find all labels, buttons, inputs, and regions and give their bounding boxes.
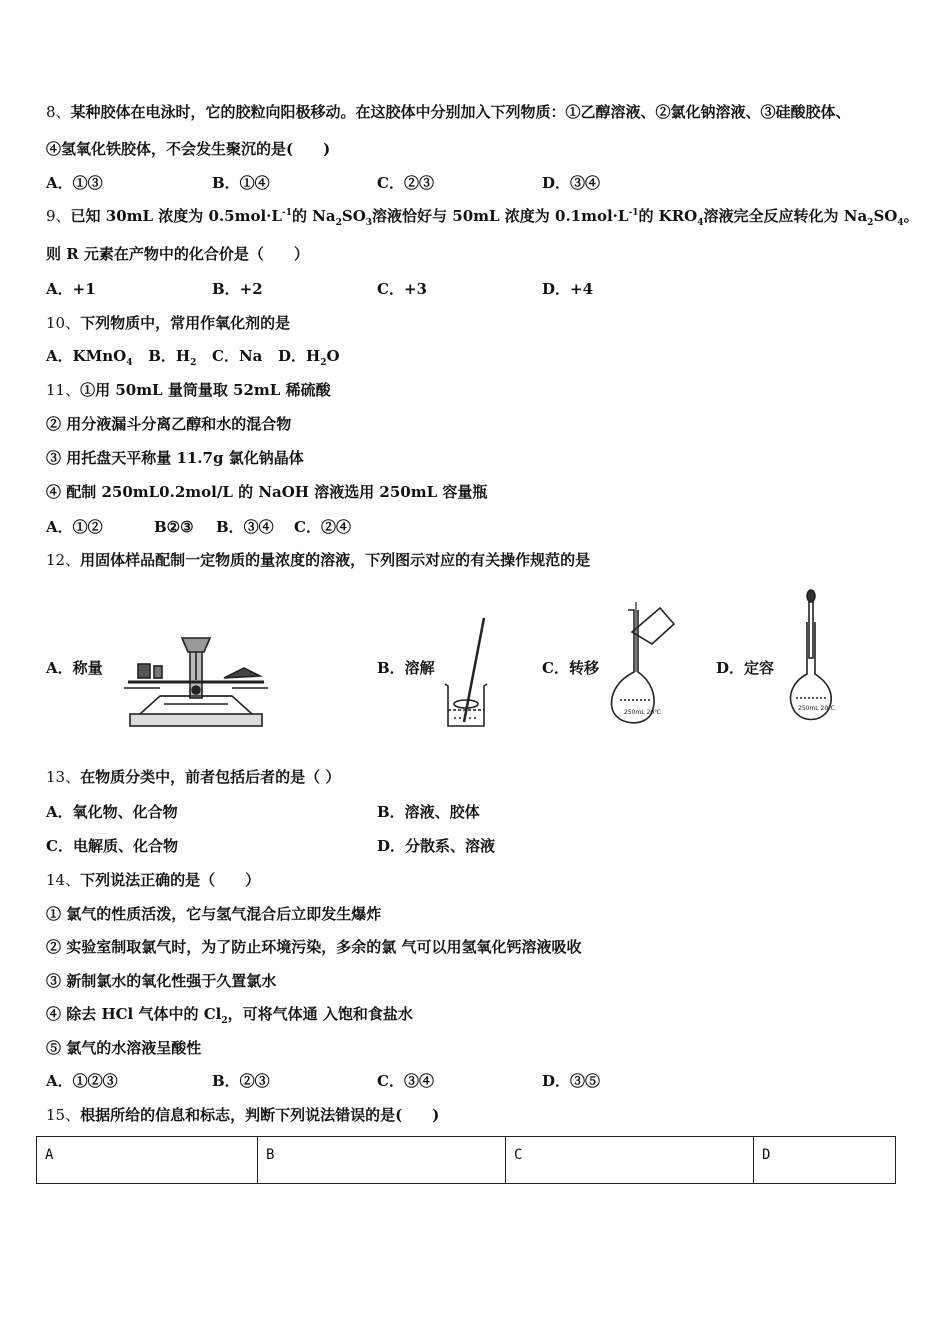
q9-t4: 溶液恰好与 50mL 浓度为 0.1mol·L [372, 207, 629, 225]
q8-option-d: D．③④ [542, 174, 601, 192]
q10-number: 10、 [46, 314, 81, 332]
q12-number: 12、 [46, 551, 81, 569]
q8-option-a: A．①③ [46, 174, 103, 192]
q9-stem-line2: 则 R 元素在产物中的化合价是（ ） [46, 245, 309, 263]
q14-item1: ① 氯气的性质活泼，它与氢气混合后立即发生爆炸 [46, 905, 382, 923]
q8-stem-text-1: 某种胶体在电泳时，它的胶粒向阳极移动。在这胶体中分别加入下列物质：①乙醇溶液、②氯化钠溶液、③硅酸胶体、 [70, 103, 851, 121]
q10-option-c: C．Na [212, 347, 263, 365]
q12-option-b: B．溶解 [377, 659, 435, 677]
q8-option-b: B．①④ [212, 174, 270, 192]
q9-t3: SO [341, 207, 366, 225]
q11-option-b: B．③④ [216, 518, 274, 536]
q14-number: 14、 [46, 871, 81, 889]
q9-t6: 溶液完全反应转化为 Na [703, 207, 868, 225]
q9-sub1: 2 [335, 218, 342, 228]
q12-option-a: A．称量 [46, 659, 103, 677]
q9-t2: 的 Na [291, 207, 336, 225]
q15-stem [46, 1105, 439, 1125]
q10-option-a: A．KMnO [46, 347, 127, 365]
q14-stem [46, 870, 260, 890]
q11-option-a: A．①② [46, 518, 103, 536]
q10-option-d-tail: O [326, 347, 340, 365]
q15-table [36, 1136, 896, 1184]
q10-text: 下列物质中，常用作氧化剂的是 [80, 314, 291, 332]
q10-options [46, 346, 340, 366]
q9-option-a: A．+1 [46, 280, 96, 298]
q13-number: 13、 [46, 768, 81, 786]
q15-col-b: B [258, 1137, 506, 1184]
q11-item4: ④ 配制 250mL0.2mol/L 的 NaOH 溶液选用 250mL 容量瓶 [46, 483, 488, 501]
q8-option-c: C．②③ [377, 174, 434, 192]
q9-t5: 的 KRO [638, 207, 698, 225]
q10-stem [46, 313, 290, 333]
q13-text: 在物质分类中，前者包括后者的是（ ） [80, 768, 341, 786]
q10-option-a-sub: 4 [126, 358, 133, 368]
q9-sup2: -1 [628, 208, 639, 218]
q10-option-b: B．H [148, 347, 191, 365]
q11-option-c: C．②④ [294, 518, 351, 536]
q9-sub4: 2 [867, 218, 874, 228]
flask-c-label: 250mL 20℃ [624, 709, 661, 716]
q15-number: 15、 [46, 1106, 81, 1124]
q9-t1: 已知 30mL 浓度为 0.5mol·L [70, 207, 282, 225]
q11-item2: ② 用分液漏斗分离乙醇和水的混合物 [46, 415, 292, 433]
q9-sup1: -1 [281, 208, 292, 218]
q14-item2: ② 实验室制取氯气时，为了防止环境污染，多余的氯 气可以用氢氧化钙溶液吸收 [46, 938, 582, 956]
flask-d-label: 250mL 20℃ [798, 705, 835, 712]
q8-number: 8、 [46, 103, 71, 121]
q13-stem [46, 767, 340, 787]
q11-option-b-plain-text: B②③ [154, 518, 194, 536]
q14-option-a: A．①②③ [46, 1072, 118, 1090]
q9-sub3: 4 [697, 218, 704, 228]
q15-text: 根据所给的信息和标志，判断下列说法错误的是( ) [80, 1106, 440, 1124]
q9-sub2: 3 [365, 218, 373, 228]
flask-transfer-figure [604, 602, 678, 732]
q11-item1 [46, 380, 331, 400]
q9-number: 9、 [46, 207, 71, 225]
q9-stem-line1 [46, 206, 919, 226]
q14-item4-b: ，可将气体通 入饱和食盐水 [227, 1005, 413, 1023]
q9-option-d: D．+4 [542, 280, 594, 298]
q13-option-a: A．氧化物、化合物 [46, 803, 178, 821]
q14-item5: ⑤ 氯气的水溶液呈酸性 [46, 1039, 202, 1057]
q13-option-d: D．分散系、溶液 [377, 837, 496, 855]
q10-option-d: D．H [278, 347, 321, 365]
table-row [37, 1137, 896, 1184]
beaker-stirring-figure [442, 614, 490, 730]
q14-option-d: D．③⑤ [542, 1072, 601, 1090]
q14-option-c: C．③④ [377, 1072, 434, 1090]
q14-item4 [46, 1004, 413, 1024]
q14-item4-sub: 2 [221, 1016, 228, 1026]
q14-text: 下列说法正确的是（ ） [80, 871, 261, 889]
q14-option-b: B．②③ [212, 1072, 270, 1090]
q11-number: 11、 [46, 381, 81, 399]
q15-col-a: A [37, 1137, 258, 1184]
q15-col-d: D [754, 1137, 896, 1184]
q9-t7: SO [873, 207, 898, 225]
q11-item3: ③ 用托盘天平称量 11.7g 氯化钠晶体 [46, 449, 304, 467]
flask-dropper-figure [786, 588, 836, 728]
q9-sub5: 4 [897, 218, 904, 228]
q13-option-c: C．电解质、化合物 [46, 837, 178, 855]
q12-option-c: C．转移 [542, 659, 599, 677]
q9-option-b: B．+2 [212, 280, 263, 298]
q12-text: 用固体样品配制一定物质的量浓度的溶液，下列图示对应的有关操作规范的是 [80, 551, 591, 569]
q12-stem [46, 550, 590, 570]
q10-option-b-sub: 2 [190, 358, 197, 368]
q9-option-c: C．+3 [377, 280, 427, 298]
q10-option-d-sub: 2 [320, 358, 327, 368]
q8-stem-line1 [46, 102, 851, 122]
q14-item3: ③ 新制氯水的氧化性强于久置氯水 [46, 972, 277, 990]
q15-col-c: C [506, 1137, 754, 1184]
q12-option-d: D．定容 [716, 659, 775, 677]
balance-scale-figure [120, 630, 272, 732]
q13-option-b: B．溶液、胶体 [377, 803, 480, 821]
q8-stem-line2: ④氢氧化铁胶体，不会发生聚沉的是( ) [46, 140, 331, 158]
q9-t8: 。 [903, 207, 919, 225]
q14-item4-a: ④ 除去 HCl 气体中的 Cl [46, 1005, 222, 1023]
q11-item1-text: ①用 50mL 量筒量取 52mL 稀硫酸 [80, 381, 331, 399]
q11-option-b-plain [154, 517, 194, 537]
